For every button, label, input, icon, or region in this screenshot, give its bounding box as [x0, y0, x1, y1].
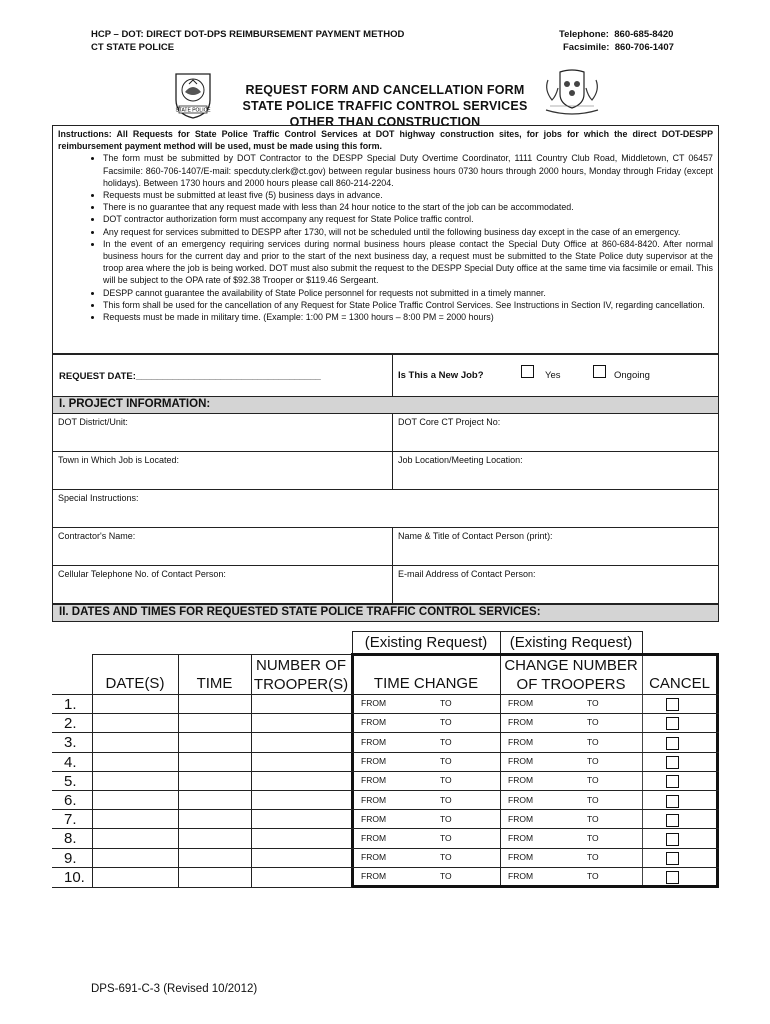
- instruction-item: • DESPP cannot guarantee the availability of State Police personnel for requests not submitted in a timely manner.: [103, 287, 713, 299]
- row-number: 6.: [64, 792, 77, 809]
- from-label: FROM: [361, 814, 387, 824]
- cancel-checkbox[interactable]: [666, 717, 679, 730]
- to-label: TO: [440, 717, 452, 727]
- instructions-intro: Instructions: All Requests for State Police Traffic Control Services at DOT highway construction sites, for jobs for which the direct DOT-DESPP reimbursement payment method will be used, must be made using this form.: [58, 129, 713, 152]
- request-date-blank: ___________________________________: [135, 371, 321, 382]
- row-number: 1.: [64, 696, 77, 713]
- new-job-label: Is This a New Job?: [398, 370, 484, 381]
- from-label: FROM: [508, 871, 534, 881]
- from-label: FROM: [508, 737, 534, 747]
- facsimile-number: 860-706-1407: [614, 42, 674, 53]
- facsimile-label: Facsimile:: [563, 42, 610, 53]
- connecticut-seal-icon: [540, 66, 604, 118]
- from-label: FROM: [361, 833, 387, 843]
- new-job-cell: [392, 354, 719, 397]
- town-label: Town in Which Job is Located:: [58, 455, 180, 465]
- to-label: TO: [587, 737, 599, 747]
- cancel-header: CANCEL: [649, 675, 710, 692]
- yes-label: Yes: [545, 370, 561, 381]
- instruction-item: • Any request for services submitted to DESPP after 1730, will not be scheduled until the following business day except in the case of an emergency.: [103, 226, 713, 238]
- troopers-header-line-1: NUMBER OF: [256, 657, 346, 674]
- to-label: TO: [440, 852, 452, 862]
- row-number: 10.: [64, 869, 85, 886]
- troopers-header: [251, 656, 351, 694]
- telephone-number: 860-685-8420: [614, 29, 674, 40]
- to-label: TO: [587, 756, 599, 766]
- instruction-item: • DOT contractor authorization form must accompany any request for State Police traffic control.: [103, 213, 713, 225]
- instruction-item: • Requests must be made in military time. (Example: 1:00 PM = 1300 hours – 8:00 PM = 2000 hours): [103, 311, 713, 323]
- cancel-checkbox[interactable]: [666, 737, 679, 750]
- contractor-label: Contractor's Name:: [58, 531, 136, 541]
- request-date-cell[interactable]: [52, 354, 393, 397]
- location-field[interactable]: [392, 451, 719, 490]
- to-label: TO: [440, 814, 452, 824]
- cancel-checkbox[interactable]: [666, 698, 679, 711]
- ongoing-label: Ongoing: [614, 370, 650, 381]
- cancel-checkbox[interactable]: [666, 871, 679, 884]
- to-label: TO: [587, 717, 599, 727]
- to-label: TO: [587, 814, 599, 824]
- seal-text: STATE POLICE: [175, 107, 211, 114]
- instruction-item: • This form shall be used for the cancellation of any Request for State Police Traffic Control Services. See Instructions in Section IV, regarding cancellation.: [103, 299, 713, 311]
- instruction-item: • In the event of an emergency requiring services during normal business hours please contact the Special Duty Office at 860-684-8420. After normal business hours for the current day and prior to the start of the next business day, a request must be submitted to the State Police duty supervisor at the troop area where the job is being worked. DOT must also submit the request to the DESPP Special Duty office at the same time via facsimile or email. This will be subject to the OPA rate of $92.38 Trooper or $119.46 Sergeant.: [103, 238, 713, 287]
- title-line-1: REQUEST FORM AND CANCELLATION FORM: [245, 83, 525, 97]
- from-label: FROM: [508, 698, 534, 708]
- section-dates-times: II. DATES AND TIMES FOR REQUESTED STATE POLICE TRAFFIC CONTROL SERVICES:: [52, 604, 719, 622]
- section-project-information: I. PROJECT INFORMATION:: [52, 396, 719, 414]
- to-label: TO: [440, 833, 452, 843]
- to-label: TO: [587, 852, 599, 862]
- email-label: E-mail Address of Contact Person:: [398, 569, 536, 579]
- to-label: TO: [587, 833, 599, 843]
- row-number: 8.: [64, 830, 77, 847]
- town-field[interactable]: [52, 451, 393, 490]
- existing-request-header-2: (Existing Request): [509, 634, 633, 651]
- cancel-checkbox[interactable]: [666, 852, 679, 865]
- from-label: FROM: [361, 775, 387, 785]
- contact-name-field[interactable]: [392, 527, 719, 566]
- district-field[interactable]: [52, 413, 393, 452]
- instructions-box: [52, 125, 719, 354]
- instruction-item: • The form must be submitted by DOT Contractor to the DESPP Special Duty Overtime Coordinator, 1111 Country Club Road, Middletown, CT 06457 Facsimile: 860-706-1407/E-mail: specduty.clerk@ct.gov) between regular business hours 0730 hours through 2000 hours, Monday through Friday (except holidays). Between 1730 hours and 2000 hours please call 860-214-2204.: [103, 152, 713, 189]
- to-label: TO: [440, 795, 452, 805]
- form-id-footer: DPS-691-C-3 (Revised 10/2012): [91, 983, 258, 995]
- row-number: 2.: [64, 715, 77, 732]
- from-label: FROM: [508, 717, 534, 727]
- to-label: TO: [587, 871, 599, 881]
- to-label: TO: [587, 698, 599, 708]
- header-line-2: CT STATE POLICE: [91, 42, 175, 53]
- core-project-field[interactable]: [392, 413, 719, 452]
- from-label: FROM: [361, 737, 387, 747]
- to-label: TO: [440, 871, 452, 881]
- row-number: 9.: [64, 850, 77, 867]
- to-label: TO: [440, 737, 452, 747]
- core-project-label: DOT Core CT Project No:: [398, 417, 501, 427]
- troopers-header-line-2: TROOPER(S): [253, 676, 349, 693]
- instruction-item: • Requests must be submitted at least five (5) business days in advance.: [103, 189, 713, 201]
- title-line-2: STATE POLICE TRAFFIC CONTROL SERVICES: [242, 99, 528, 113]
- to-label: TO: [440, 698, 452, 708]
- from-label: FROM: [508, 814, 534, 824]
- header-contact: [559, 28, 674, 54]
- from-label: FROM: [361, 698, 387, 708]
- contact-name-label: Name & Title of Contact Person (print):: [398, 531, 553, 541]
- district-label: DOT District/Unit:: [58, 417, 128, 427]
- cancel-checkbox[interactable]: [666, 756, 679, 769]
- request-date-label: REQUEST DATE:___________________________________: [59, 371, 321, 382]
- cancel-checkbox[interactable]: [666, 795, 679, 808]
- cell-phone-label: Cellular Telephone No. of Contact Person:: [58, 569, 226, 579]
- header-agency: [91, 28, 404, 54]
- row-number: 4.: [64, 754, 77, 771]
- cell-phone-field[interactable]: [52, 565, 393, 604]
- row-number: 5.: [64, 773, 77, 790]
- special-instructions-label: Special Instructions:: [58, 493, 139, 503]
- time-change-header: TIME CHANGE: [373, 675, 479, 692]
- from-label: FROM: [508, 852, 534, 862]
- from-label: FROM: [508, 756, 534, 766]
- time-header: TIME: [196, 675, 233, 692]
- header-line-1: HCP – DOT: DIRECT DOT-DPS REIMBURSEMENT PAYMENT METHOD: [91, 29, 405, 40]
- from-label: FROM: [508, 795, 534, 805]
- form-title: [230, 82, 540, 130]
- instruction-item: • There is no guarantee that any request made with less than 24 hour notice to the start of the job can be accommodated.: [103, 201, 713, 213]
- cancel-checkbox[interactable]: [666, 814, 679, 827]
- from-label: FROM: [361, 756, 387, 766]
- title-line-3: OTHER THAN CONSTRUCTION: [289, 115, 481, 129]
- location-label: Job Location/Meeting Location:: [398, 455, 523, 465]
- existing-request-header-1: (Existing Request): [364, 634, 488, 651]
- dates-header: DATE(S): [105, 675, 165, 692]
- row-number: 7.: [64, 811, 77, 828]
- from-label: FROM: [361, 717, 387, 727]
- change-troopers-line-1: CHANGE NUMBER: [504, 657, 638, 674]
- state-police-seal-icon: [170, 70, 216, 120]
- from-label: FROM: [361, 795, 387, 805]
- ongoing-checkbox[interactable]: [593, 365, 606, 378]
- email-field[interactable]: [392, 565, 719, 604]
- cancel-checkbox[interactable]: [666, 833, 679, 846]
- from-label: FROM: [508, 775, 534, 785]
- to-label: TO: [440, 756, 452, 766]
- contractor-field[interactable]: [52, 527, 393, 566]
- special-instructions-field[interactable]: [52, 489, 719, 528]
- telephone-label: Telephone:: [559, 29, 609, 40]
- cancel-checkbox[interactable]: [666, 775, 679, 788]
- change-troopers-line-2: OF TROOPERS: [516, 676, 626, 693]
- from-label: FROM: [361, 871, 387, 881]
- from-label: FROM: [361, 852, 387, 862]
- from-label: FROM: [508, 833, 534, 843]
- to-label: TO: [440, 775, 452, 785]
- instructions-list: [58, 152, 713, 323]
- row-number: 3.: [64, 734, 77, 751]
- yes-checkbox[interactable]: [521, 365, 534, 378]
- to-label: TO: [587, 795, 599, 805]
- to-label: TO: [587, 775, 599, 785]
